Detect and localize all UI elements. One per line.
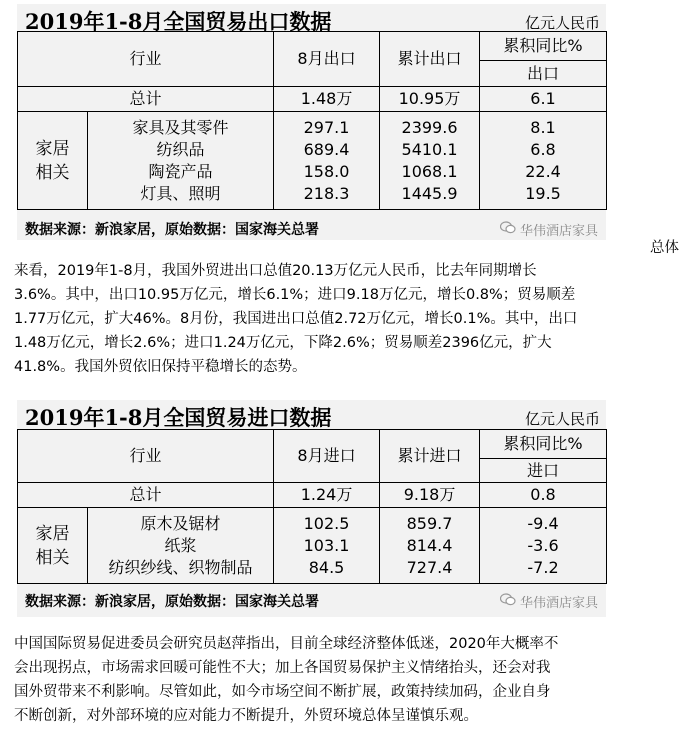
yoy-value: 6.8 [530, 139, 556, 159]
paragraph-line: 1.48万亿元，增长2.6%；进口1.24万亿元，下降2.6%；贸易顺差2396亿元，扩大 [14, 335, 552, 351]
industry-name: 纺织纱线、织物制品 [108, 557, 253, 577]
summary-paragraph [14, 259, 686, 379]
import-table-title: 2019年1-8月全国贸易进口数据 [25, 405, 332, 430]
trailing-word: 总体 [650, 240, 679, 256]
month-values [274, 508, 380, 584]
total-month: 1.24万 [274, 483, 380, 508]
export-table-panel [17, 4, 606, 240]
month-value: 102.5 [303, 513, 350, 533]
cumulative-values [380, 508, 480, 584]
paragraph-line: 中国国际贸易促进委员会研究员赵萍指出，目前全球经济整体低迷，2020年大概率不 [14, 636, 559, 652]
industry-names [88, 508, 274, 584]
cumulative-value: 1445.9 [401, 183, 458, 203]
cumulative-values [380, 112, 480, 210]
group-label-line: 相关 [35, 547, 70, 568]
industry-name: 原木及锯材 [140, 513, 221, 533]
total-cumulative: 10.95万 [380, 87, 480, 112]
header-month-export: 8月出口 [274, 32, 380, 87]
export-watermark [500, 220, 598, 239]
paragraph-line: 国外贸带来不利影响。尽管如此，如今市场空间不断扩展，政策持续加码，企业自身 [14, 684, 551, 700]
cumulative-value: 2399.6 [401, 117, 458, 137]
cumulative-value: 727.4 [406, 557, 453, 577]
header-yoy-sub: 进口 [480, 459, 607, 483]
month-value: 297.1 [303, 117, 350, 137]
paragraph-line: 41.8%。我国外贸依旧保持平稳增长的态势。 [14, 359, 307, 375]
export-source: 数据来源：新浪家居，原始数据：国家海关总署 [25, 222, 319, 238]
import-source: 数据来源：新浪家居，原始数据：国家海关总署 [25, 594, 319, 610]
yoy-value: -9.4 [527, 513, 559, 533]
header-yoy: 累积同比% [480, 32, 607, 61]
month-values [274, 112, 380, 210]
total-month: 1.48万 [274, 87, 380, 112]
industry-name: 纸浆 [164, 535, 197, 555]
import-watermark [500, 592, 598, 611]
header-month-import: 8月进口 [274, 430, 380, 483]
yoy-value: -3.6 [527, 535, 559, 555]
wechat-icon [500, 221, 516, 238]
header-cumulative-import: 累计进口 [380, 430, 480, 483]
import-table-panel [17, 400, 606, 617]
header-cumulative-export: 累计出口 [380, 32, 480, 87]
commentary-paragraph [14, 632, 686, 728]
group-label [18, 112, 88, 210]
total-yoy: 6.1 [480, 87, 607, 112]
yoy-values [480, 508, 607, 584]
paragraph-line: 会出现拐点，市场需求回暖可能性不大；加上各国贸易保护主义情绪抬头，还会对我 [14, 660, 551, 676]
yoy-value: 8.1 [530, 117, 556, 137]
month-value: 158.0 [303, 161, 350, 181]
total-label: 总计 [18, 483, 274, 508]
group-label-line: 相关 [35, 162, 70, 183]
yoy-value: 22.4 [525, 161, 561, 181]
wechat-icon [500, 593, 516, 610]
industry-name: 纺织品 [156, 139, 205, 159]
export-table-title: 2019年1-8月全国贸易出口数据 [25, 9, 332, 34]
header-industry: 行业 [18, 32, 274, 87]
month-value: 218.3 [303, 183, 350, 203]
group-label [18, 508, 88, 584]
paragraph-line: 3.6%。其中，出口10.95万亿元，增长6.1%；进口9.18万亿元，增长0.8%；贸易顺差 [14, 287, 576, 303]
cumulative-value: 814.4 [406, 535, 453, 555]
header-yoy: 累积同比% [480, 430, 607, 459]
watermark-text: 华伟酒店家具 [519, 224, 598, 239]
month-value: 84.5 [308, 557, 345, 577]
group-label-line: 家居 [35, 523, 70, 544]
paragraph-line: 不断创新，对外部环境的应对能力不断提升，外贸环境总体呈谨慎乐观。 [14, 708, 478, 724]
export-data-table [17, 31, 607, 210]
export-table-unit: 亿元人民币 [524, 14, 600, 32]
industry-names [88, 112, 274, 210]
paragraph-line: 来看，2019年1-8月，我国外贸进出口总值20.13万亿元人民币，比去年同期增长 [14, 263, 537, 279]
yoy-value: -7.2 [527, 557, 559, 577]
month-value: 103.1 [303, 535, 350, 555]
import-data-table [17, 429, 607, 584]
total-cumulative: 9.18万 [380, 483, 480, 508]
total-label: 总计 [18, 87, 274, 112]
header-industry: 行业 [18, 430, 274, 483]
yoy-value: 19.5 [525, 183, 561, 203]
group-label-line: 家居 [35, 138, 70, 159]
header-yoy-sub: 出口 [480, 61, 607, 87]
paragraph-line: 1.77万亿元，扩大46%。8月份，我国进出口总值2.72万亿元，增长0.1%。其中，出口 [14, 311, 578, 327]
yoy-values [480, 112, 607, 210]
cumulative-value: 859.7 [406, 513, 453, 533]
cumulative-value: 5410.1 [401, 139, 458, 159]
watermark-text: 华伟酒店家具 [519, 596, 598, 611]
cumulative-value: 1068.1 [401, 161, 458, 181]
total-yoy: 0.8 [480, 483, 607, 508]
industry-name: 陶瓷产品 [148, 161, 213, 181]
industry-name: 灯具、照明 [140, 183, 221, 203]
industry-name: 家具及其零件 [132, 117, 229, 137]
month-value: 689.4 [303, 139, 350, 159]
import-table-unit: 亿元人民币 [524, 410, 600, 428]
